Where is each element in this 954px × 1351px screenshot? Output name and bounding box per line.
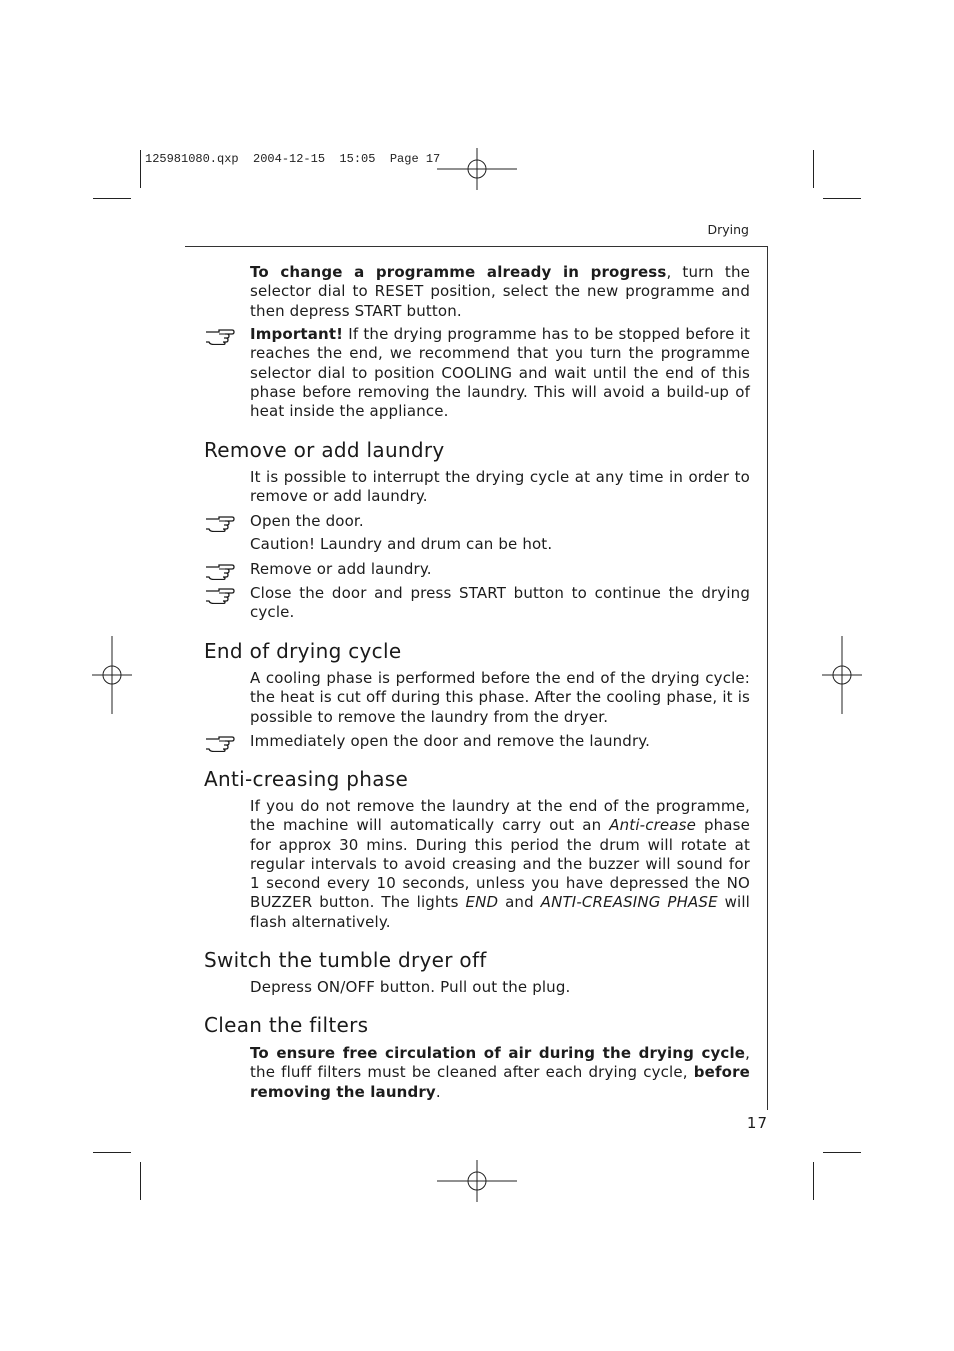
running-header: Drying bbox=[707, 222, 749, 237]
crop-mark-top-left-v bbox=[140, 150, 141, 188]
crop-mark-top-right-h bbox=[823, 198, 861, 199]
pointing-hand-icon bbox=[205, 734, 235, 752]
pointing-hand-icon bbox=[205, 514, 235, 532]
remove-step-remove-laundry: Remove or add laundry. bbox=[250, 560, 432, 578]
filters-end: . bbox=[435, 1082, 441, 1101]
pointing-hand-icon bbox=[205, 327, 235, 345]
registration-mark-icon bbox=[437, 1160, 517, 1202]
crop-mark-top-left-h bbox=[93, 198, 131, 199]
important-paragraph bbox=[250, 325, 750, 421]
remove-step-open-door: Open the door. bbox=[250, 512, 364, 530]
change-programme-paragraph bbox=[250, 263, 750, 321]
anti-crease-term: Anti-crease bbox=[609, 816, 696, 835]
heading-switch-off: Switch the tumble dryer off bbox=[204, 948, 487, 972]
registration-mark-icon bbox=[437, 148, 517, 190]
crop-mark-bottom-left-v bbox=[140, 1162, 141, 1200]
end-light-term: END bbox=[465, 893, 499, 912]
crop-mark-bottom-right-v bbox=[813, 1162, 814, 1200]
filters-bold-end: before removing the laundry bbox=[250, 1063, 750, 1101]
anti-text-1: If you do not remove the laundry at the end of the programme, the machine will automatically carry out an bbox=[250, 797, 750, 835]
registration-mark-icon bbox=[92, 636, 132, 714]
print-slug: 125981080.qxp 2004-12-15 15:05 Page 17 bbox=[145, 152, 441, 166]
important-text: If the drying programme has to be stopped before it reaches the end, we recommend that you turn the programme selector dial to position COOLING and wait until the end of this phase before removing the laundry. This will avoid a build-up of heat inside the appliance. bbox=[250, 325, 750, 421]
filters-lead: To ensure free circulation of air during the drying cycle bbox=[250, 1044, 746, 1062]
registration-mark-icon bbox=[822, 636, 862, 714]
heading-end-of-cycle: End of drying cycle bbox=[204, 639, 402, 663]
important-lead: Important! bbox=[250, 325, 344, 343]
anti-text-2: phase for approx 30 mins. During this period the drum will rotate at regular intervals to avoid creasing and the buzzer will sound for 1 second every 10 seconds, unless you have depressed the NO BUZZER button. The lights bbox=[250, 816, 750, 912]
header-rule bbox=[185, 246, 767, 247]
switch-off-text: Depress ON/OFF button. Pull out the plug. bbox=[250, 978, 571, 996]
remove-caution: Caution! Laundry and drum can be hot. bbox=[250, 535, 553, 553]
end-of-cycle-step: Immediately open the door and remove the laundry. bbox=[250, 732, 651, 750]
pointing-hand-icon bbox=[205, 562, 235, 580]
anti-creasing-text bbox=[250, 797, 750, 932]
crop-mark-bottom-right-h bbox=[823, 1152, 861, 1153]
page-number: 17 bbox=[746, 1114, 768, 1132]
remove-step-close-door: Close the door and press START button to continue the drying cycle. bbox=[250, 584, 750, 622]
heading-remove-laundry: Remove or add laundry bbox=[204, 438, 445, 462]
crop-mark-top-right-v bbox=[813, 150, 814, 188]
heading-clean-filters: Clean the filters bbox=[204, 1013, 369, 1037]
heading-anti-creasing: Anti-creasing phase bbox=[204, 767, 409, 791]
end-of-cycle-text: A cooling phase is performed before the end of the drying cycle: the heat is cut off during this phase. After the cooling phase, it is possible to remove the laundry from the dryer. bbox=[250, 669, 750, 726]
remove-intro: It is possible to interrupt the drying cycle at any time in order to remove or add laundry. bbox=[250, 468, 750, 506]
pointing-hand-icon bbox=[205, 586, 235, 604]
anti-text-4: will flash alternatively. bbox=[250, 893, 750, 931]
margin-rule bbox=[767, 246, 768, 1110]
anti-text-3: and bbox=[498, 893, 541, 912]
change-programme-text: , turn the selector dial to RESET position, select the new programme and then depress START button. bbox=[250, 263, 750, 320]
crop-mark-bottom-left-h bbox=[93, 1152, 131, 1153]
filters-mid: , the fluff filters must be cleaned after each drying cycle, bbox=[250, 1044, 750, 1082]
change-programme-lead: To change a programme already in progress bbox=[250, 263, 667, 281]
anti-creasing-light-term: ANTI-CREASING PHASE bbox=[540, 893, 718, 912]
clean-filters-text bbox=[250, 1044, 750, 1102]
